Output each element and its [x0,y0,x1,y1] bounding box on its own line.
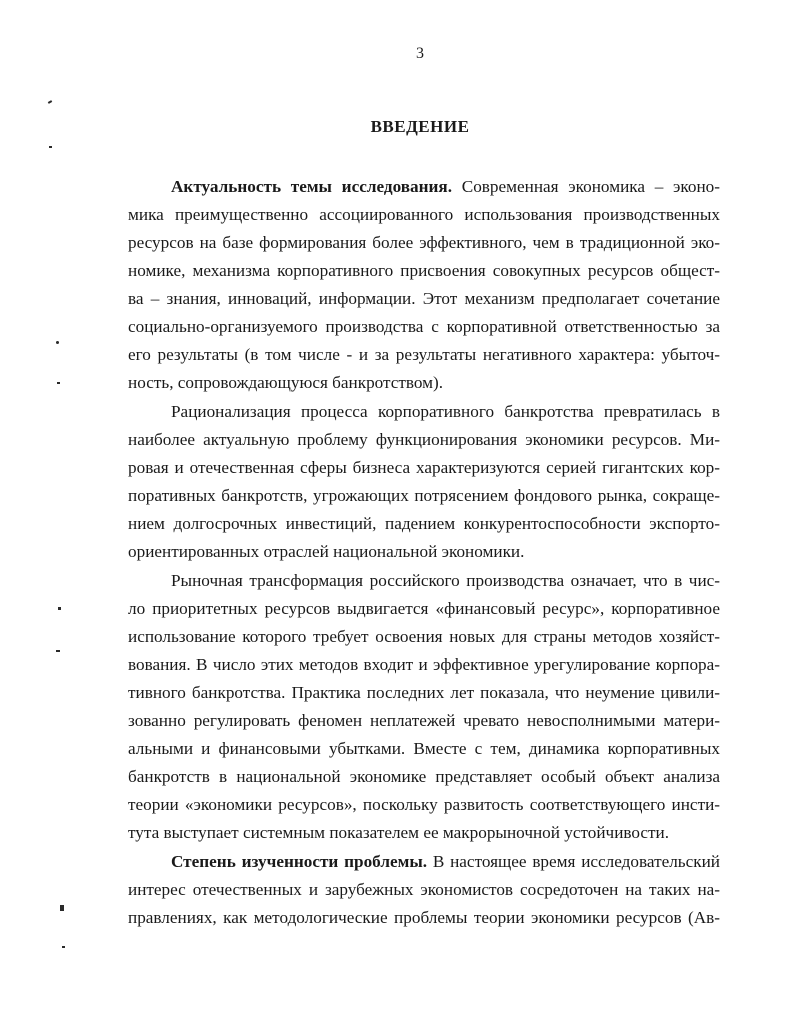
paragraph-1-line-2: мика преимущественно ассоциированного использования производственных [128,205,720,224]
bold-lead-in: Актуальность темы исследования. [171,177,453,196]
paragraph-1-line-5: ва – знания, инноваций, информации. Этот механизм предполагает сочетание [128,289,720,308]
scan-speck [56,341,59,344]
scan-speck [56,650,60,652]
paragraph-3-line-8: банкротств в национальной экономике представляет особый объект анализа [128,767,720,786]
paragraph-3-line-2: ло приоритетных ресурсов выдвигается «финансовый ресурс», корпоративное [128,599,720,618]
paragraph-1-line-4: номике, механизма корпоративного присвоения совокупных ресурсов общест- [128,261,720,280]
scan-speck [62,946,65,948]
paragraph-2-line-3: ровая и отечественная сферы бизнеса характеризуются серией гигантских кор- [128,458,720,477]
paragraph-1-line-7: его результаты (в том числе - и за результаты негативного характера: убыточ- [128,345,720,364]
scan-speck [48,100,52,104]
paragraph-3-line-5: тивного банкротства. Практика последних лет показала, что неумение цивили- [128,683,720,702]
page-number: 3 [416,45,424,62]
section-heading: ВВЕДЕНИЕ [370,117,470,136]
paragraph-3-line-7: альными и финансовыми убытками. Вместе с тем, динамика корпоративных [128,739,720,758]
paragraph-1-line-8: ность, сопровождающуюся банкротством). [128,373,444,392]
paragraph-4-line-3: правлениях, как методологические проблемы теории экономики ресурсов (Ав- [128,908,720,927]
paragraph-3-line-4: вования. В число этих методов входит и эффективное урегулирование корпора- [128,655,720,674]
paragraph-4-line-2: интерес отечественных и зарубежных экономистов сосредоточен на таких на- [128,880,720,899]
scan-speck [57,382,60,384]
paragraph-2-line-2: наиболее актуальную проблему функционирования экономики ресурсов. Ми- [128,430,720,449]
paragraph-3-line-6: зованно регулировать феномен неплатежей чревато невосполнимыми матери- [128,711,720,730]
bold-lead-in: Степень изученности проблемы. [171,852,428,871]
scan-speck [60,905,64,911]
paragraph-2-line-4: поративных банкротств, угрожающих потрясением фондового рынка, сокраще- [128,486,720,505]
paragraph-2-line-1: Рационализация процесса корпоративного банкротства превратилась в [171,402,720,421]
paragraph-3-line-9: теории «экономики ресурсов», поскольку развитость соответствующего инсти- [128,795,720,814]
scan-speck [58,607,61,610]
paragraph-1-line-3: ресурсов на базе формирования более эффективного, чем в традиционной эко- [128,233,720,252]
paragraph-1-line-6: социально-организуемого производства с корпоративной ответственностью за [128,317,720,336]
paragraph-2-line-5: нием долгосрочных инвестиций, падением конкурентоспособности экспорто- [128,514,720,533]
paragraph-2-line-6: ориентированных отраслей национальной экономики. [128,542,525,561]
paragraph-3-line-1: Рыночная трансформация российского производства означает, что в чис- [171,571,720,590]
paragraph-4-line-1: Степень изученности проблемы. В настоящее время исследовательский [171,852,721,871]
scan-speck [49,146,52,148]
paragraph-3-line-10: тута выступает системным показателем ее макрорыночной устойчивости. [128,823,670,842]
paragraph-3-line-3: использование которого требует освоения новых для страны методов хозяйст- [128,627,720,646]
paragraph-1-line-1: Актуальность темы исследования. Современная экономика – эконо- [171,177,720,196]
